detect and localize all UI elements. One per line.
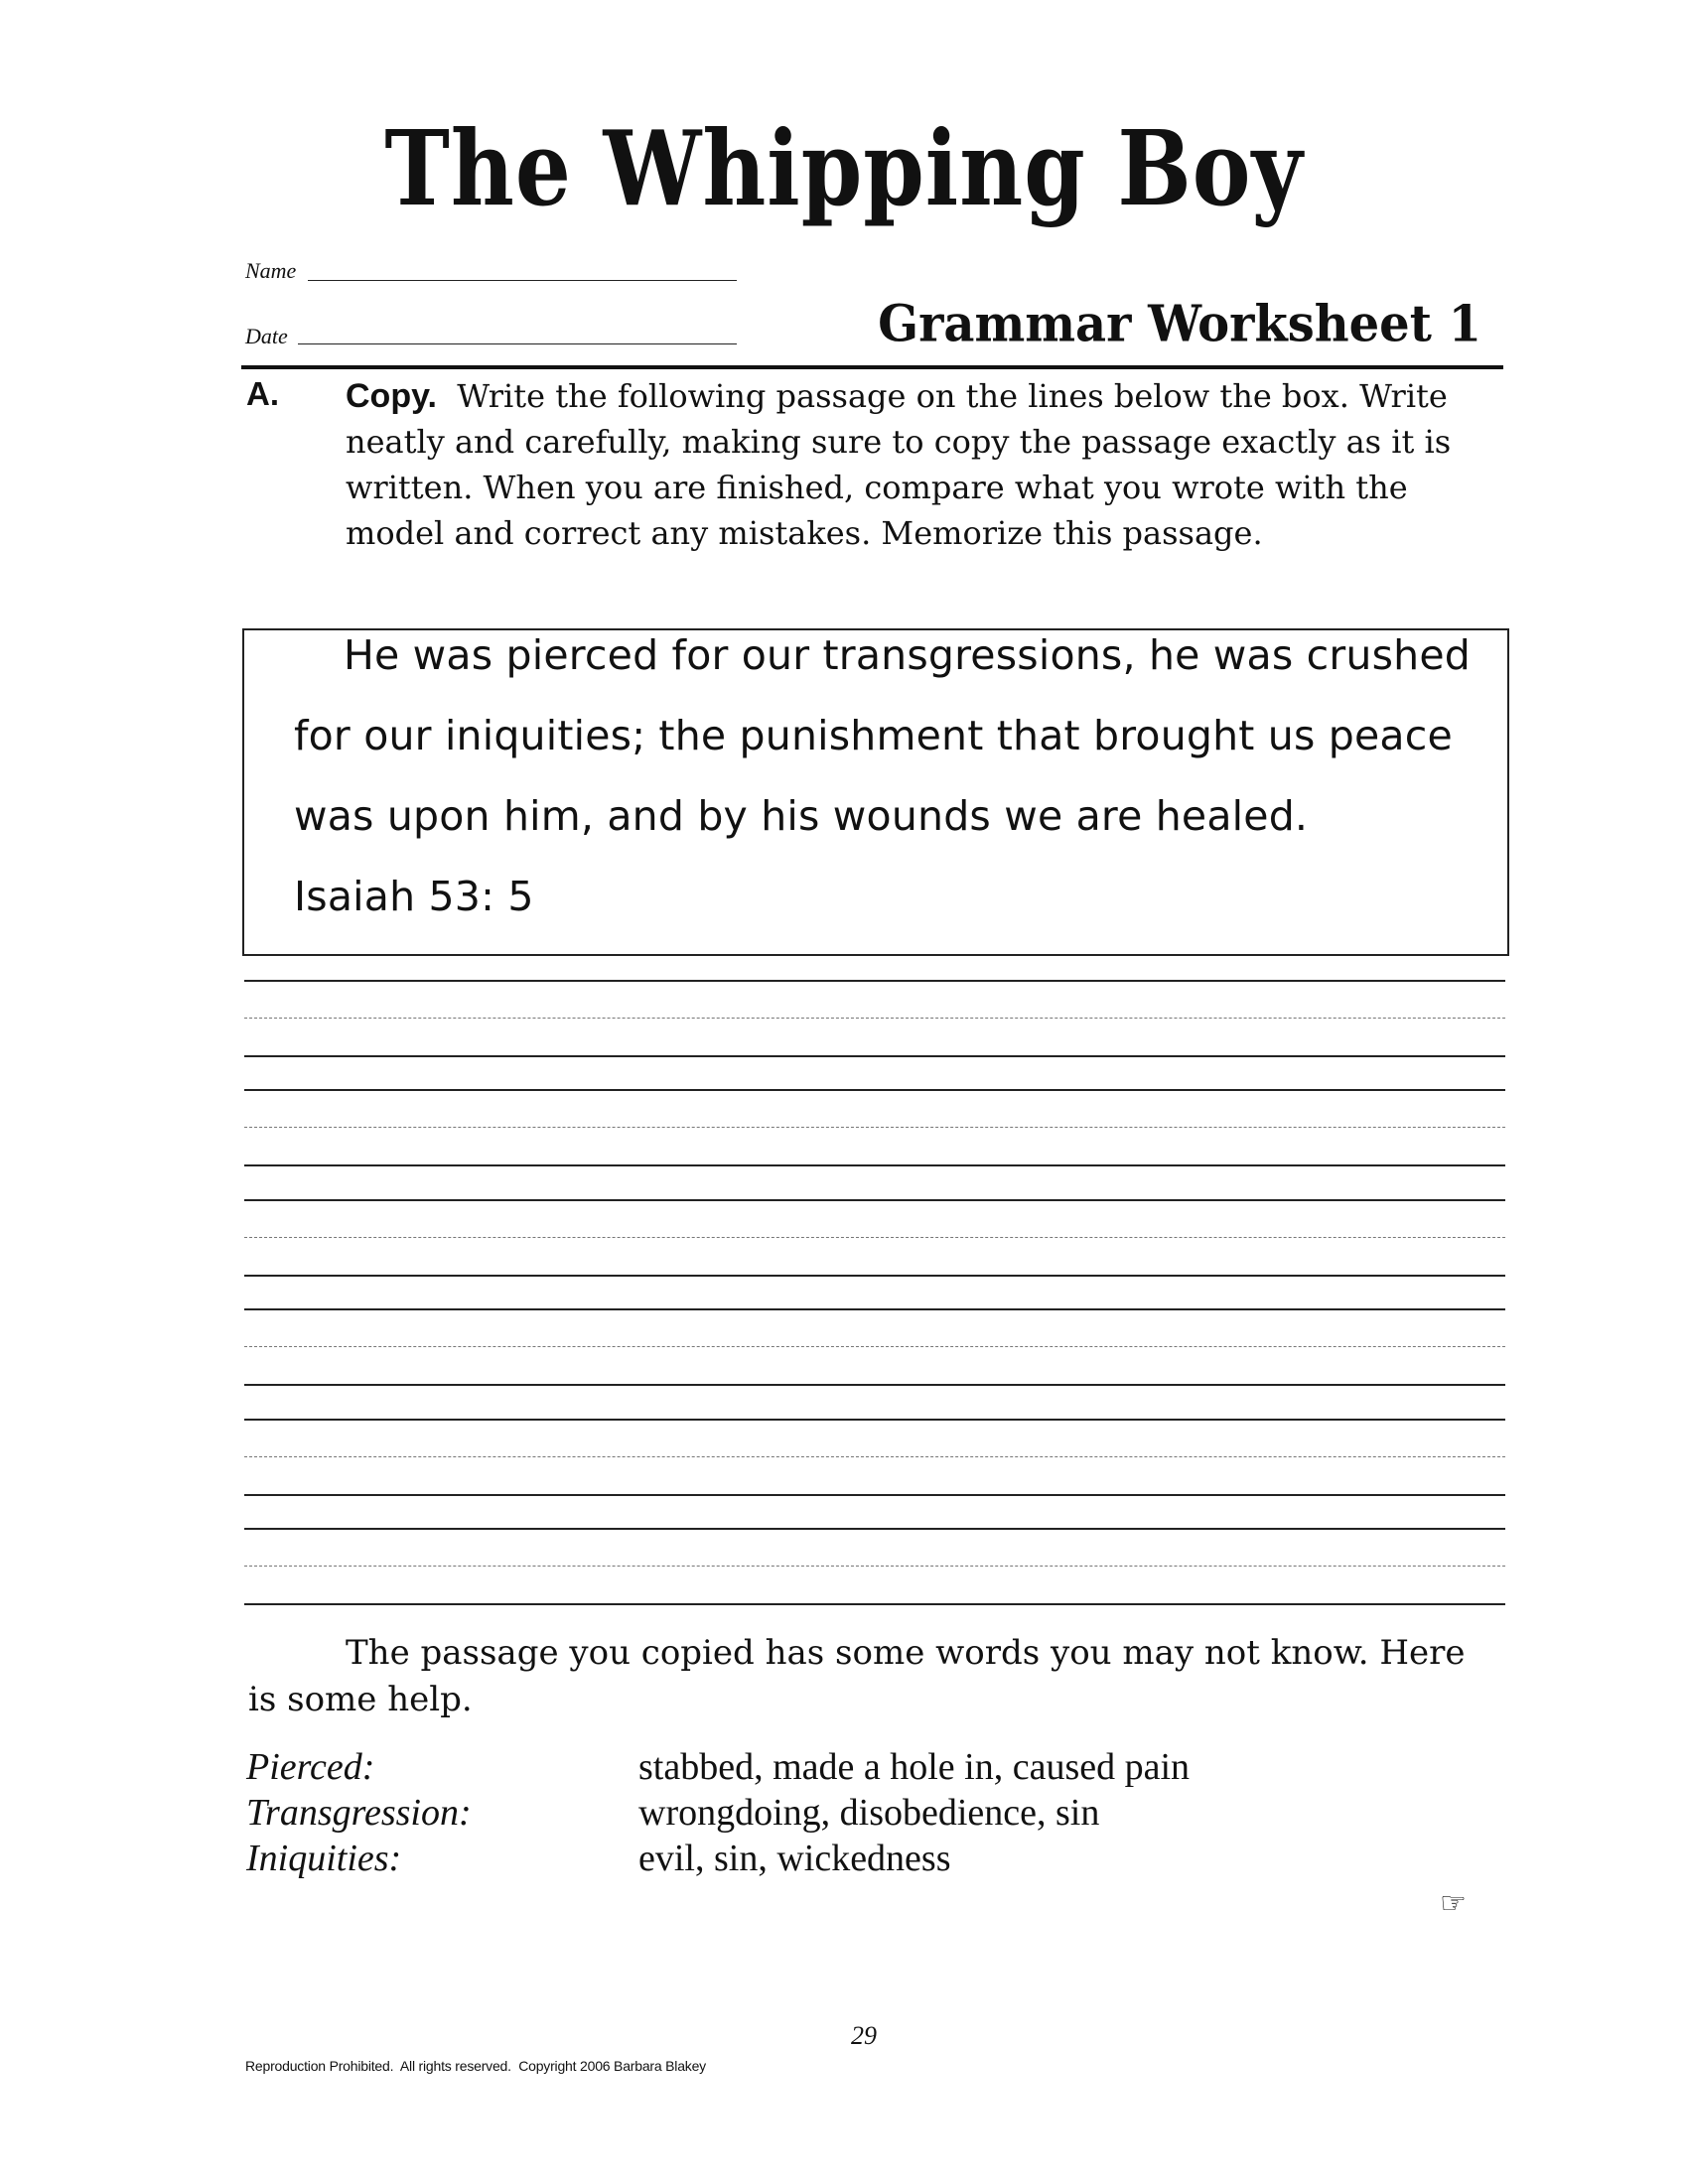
- worksheet-title: The Whipping Boy: [384, 107, 1304, 229]
- writing-line[interactable]: [244, 1528, 1505, 1530]
- writing-line[interactable]: [244, 1494, 1505, 1496]
- gloss-definition: evil, sin, wickedness: [638, 1838, 951, 1879]
- writing-line[interactable]: [244, 1164, 1505, 1166]
- writing-midline: [244, 1018, 1505, 1019]
- writing-line[interactable]: [244, 1603, 1505, 1605]
- writing-midline: [244, 1566, 1505, 1567]
- section-heading: Copy.: [346, 377, 437, 415]
- gloss-term: Transgression:: [246, 1792, 472, 1834]
- passage-line-2: for our iniquities; the punishment that brought us peace: [294, 712, 1453, 759]
- instruction-text: Write the following passage on the lines below the box. Write neatly and carefully, making sure to copy the passage exactly as it is written. When you are finished, compare what you wrote with the model and correct any mistakes. Memorize this passage.: [346, 377, 1452, 552]
- writing-midline: [244, 1237, 1505, 1238]
- writing-line[interactable]: [244, 1275, 1505, 1277]
- writing-line[interactable]: [244, 1089, 1505, 1091]
- passage-line-3: was upon him, and by his wounds we are healed.: [294, 792, 1309, 840]
- writing-line[interactable]: [244, 1419, 1505, 1421]
- date-field-line[interactable]: [298, 343, 737, 344]
- gloss-term: Iniquities:: [246, 1838, 402, 1879]
- gloss-definition: stabbed, made a hole in, caused pain: [638, 1746, 1191, 1788]
- gloss-definition: wrongdoing, disobedience, sin: [638, 1792, 1100, 1834]
- writing-midline: [244, 1127, 1505, 1128]
- gloss-term: Pierced:: [246, 1746, 375, 1788]
- section-letter: A.: [246, 375, 279, 412]
- writing-line[interactable]: [244, 1055, 1505, 1057]
- page-number: 29: [851, 2021, 877, 2050]
- name-label: Name: [245, 258, 297, 283]
- writing-line[interactable]: [244, 1199, 1505, 1201]
- vocabulary-intro: The passage you copied has some words you may not know. Here is some help.: [248, 1633, 1466, 1719]
- worksheet-subtitle: Grammar Worksheet 1: [878, 295, 1481, 353]
- copyright-notice: Reproduction Prohibited. All rights reserved. Copyright 2006 Barbara Blakey: [245, 2058, 706, 2074]
- writing-line[interactable]: [244, 980, 1505, 982]
- passage-line-1: He was pierced for our transgressions, he was crushed: [344, 631, 1472, 679]
- writing-line[interactable]: [244, 1384, 1505, 1386]
- header-divider: [241, 365, 1503, 369]
- name-field-line[interactable]: [308, 280, 737, 281]
- writing-midline: [244, 1346, 1505, 1347]
- writing-line[interactable]: [244, 1308, 1505, 1310]
- section-instructions: [346, 373, 1477, 556]
- date-label: Date: [245, 324, 288, 348]
- passage-reference: Isaiah 53: 5: [294, 873, 534, 920]
- writing-midline: [244, 1456, 1505, 1457]
- pointing-hand-icon: ☞: [1440, 1886, 1467, 1921]
